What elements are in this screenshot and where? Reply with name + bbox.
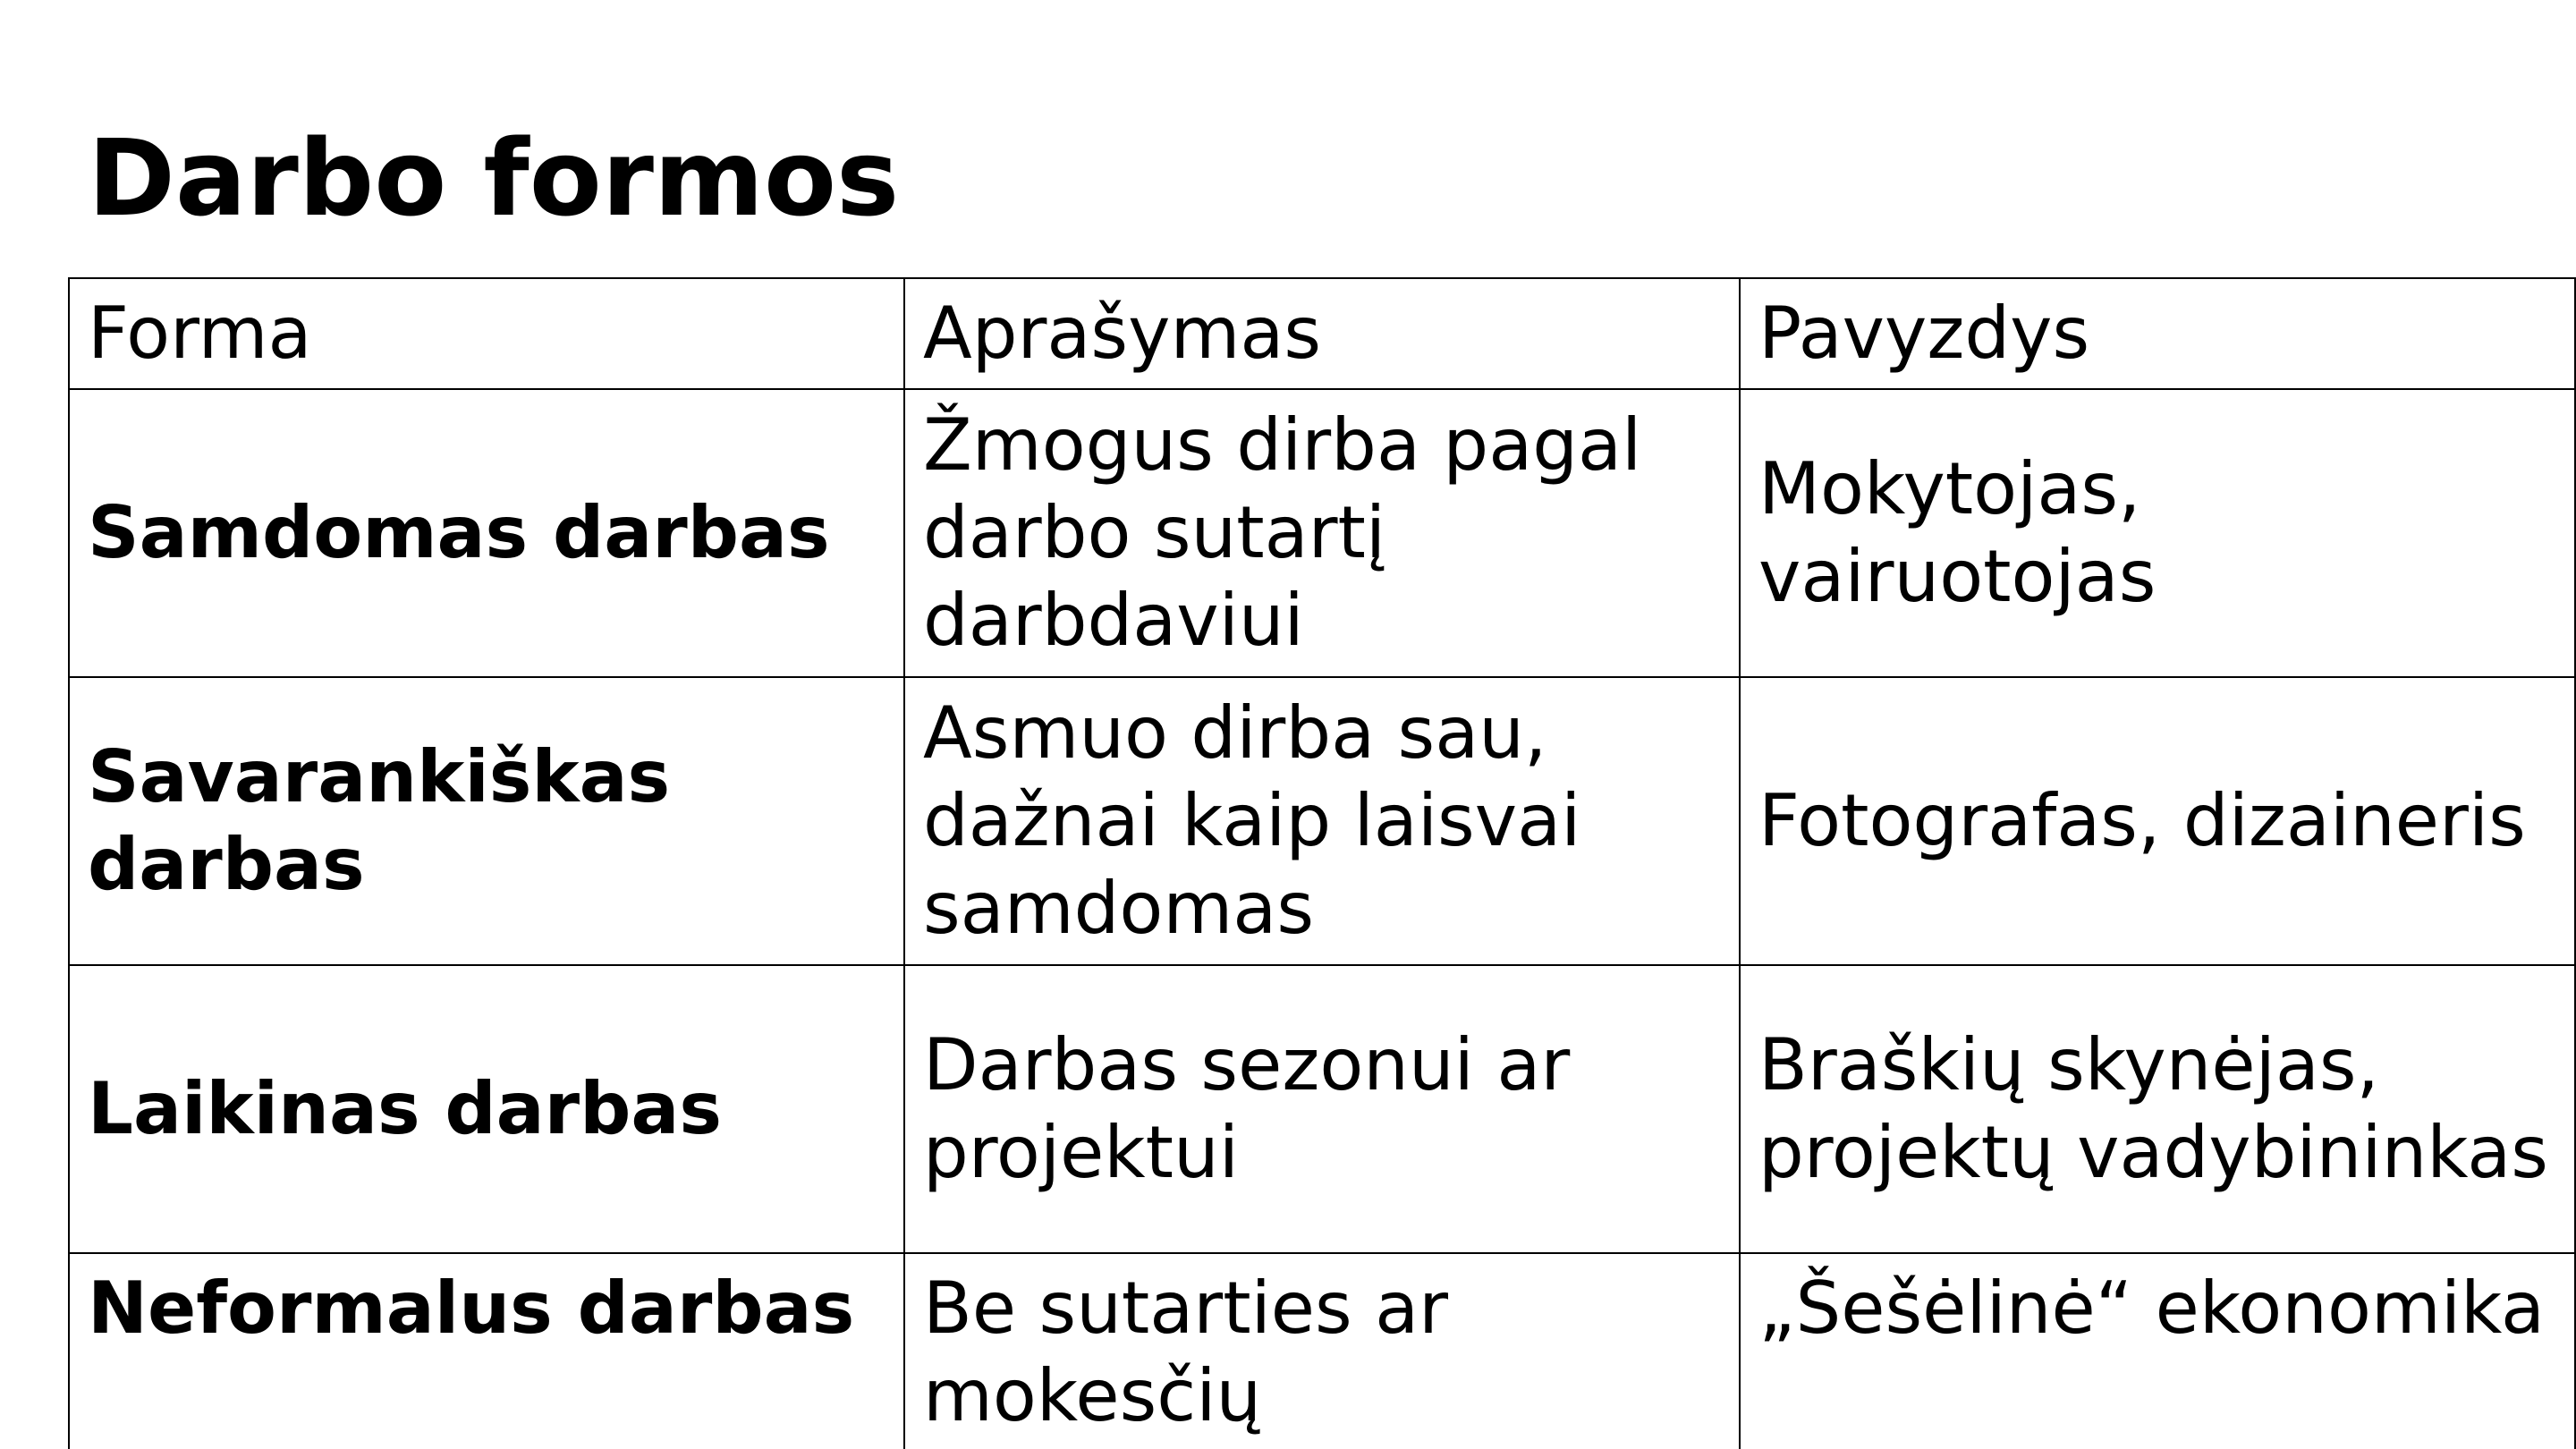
example-cell: „Šešėlinė“ ekonomika	[1740, 1253, 2575, 1449]
description-cell: Be sutarties ar mokesčių	[904, 1253, 1740, 1449]
table-header-row	[69, 278, 2575, 389]
description-cell: Asmuo dirba sau, dažnai kaip laisvai samdomas	[904, 677, 1740, 965]
description-cell: Darbas sezonui ar projektui	[904, 965, 1740, 1253]
header-cell-form: Forma	[69, 278, 904, 389]
description-cell: Žmogus dirba pagal darbo sutartį darbdaviui	[904, 389, 1740, 677]
table-row	[69, 677, 2575, 965]
example-cell: Braškių skynėjas, projektų vadybininkas	[1740, 965, 2575, 1253]
header-cell-example: Pavyzdys	[1740, 278, 2575, 389]
header-cell-description: Aprašymas	[904, 278, 1740, 389]
form-cell: Savarankiškas darbas	[69, 677, 904, 965]
form-cell: Laikinas darbas	[69, 965, 904, 1253]
example-cell: Fotografas, dizaineris	[1740, 677, 2575, 965]
slide-title: Darbo formos	[88, 116, 900, 240]
table-row	[69, 389, 2575, 677]
example-cell: Mokytojas, vairuotojas	[1740, 389, 2575, 677]
table-row	[69, 965, 2575, 1253]
form-cell: Neformalus darbas	[69, 1253, 904, 1449]
form-cell: Samdomas darbas	[69, 389, 904, 677]
table-row	[69, 1253, 2575, 1449]
work-forms-table	[68, 277, 2576, 1449]
